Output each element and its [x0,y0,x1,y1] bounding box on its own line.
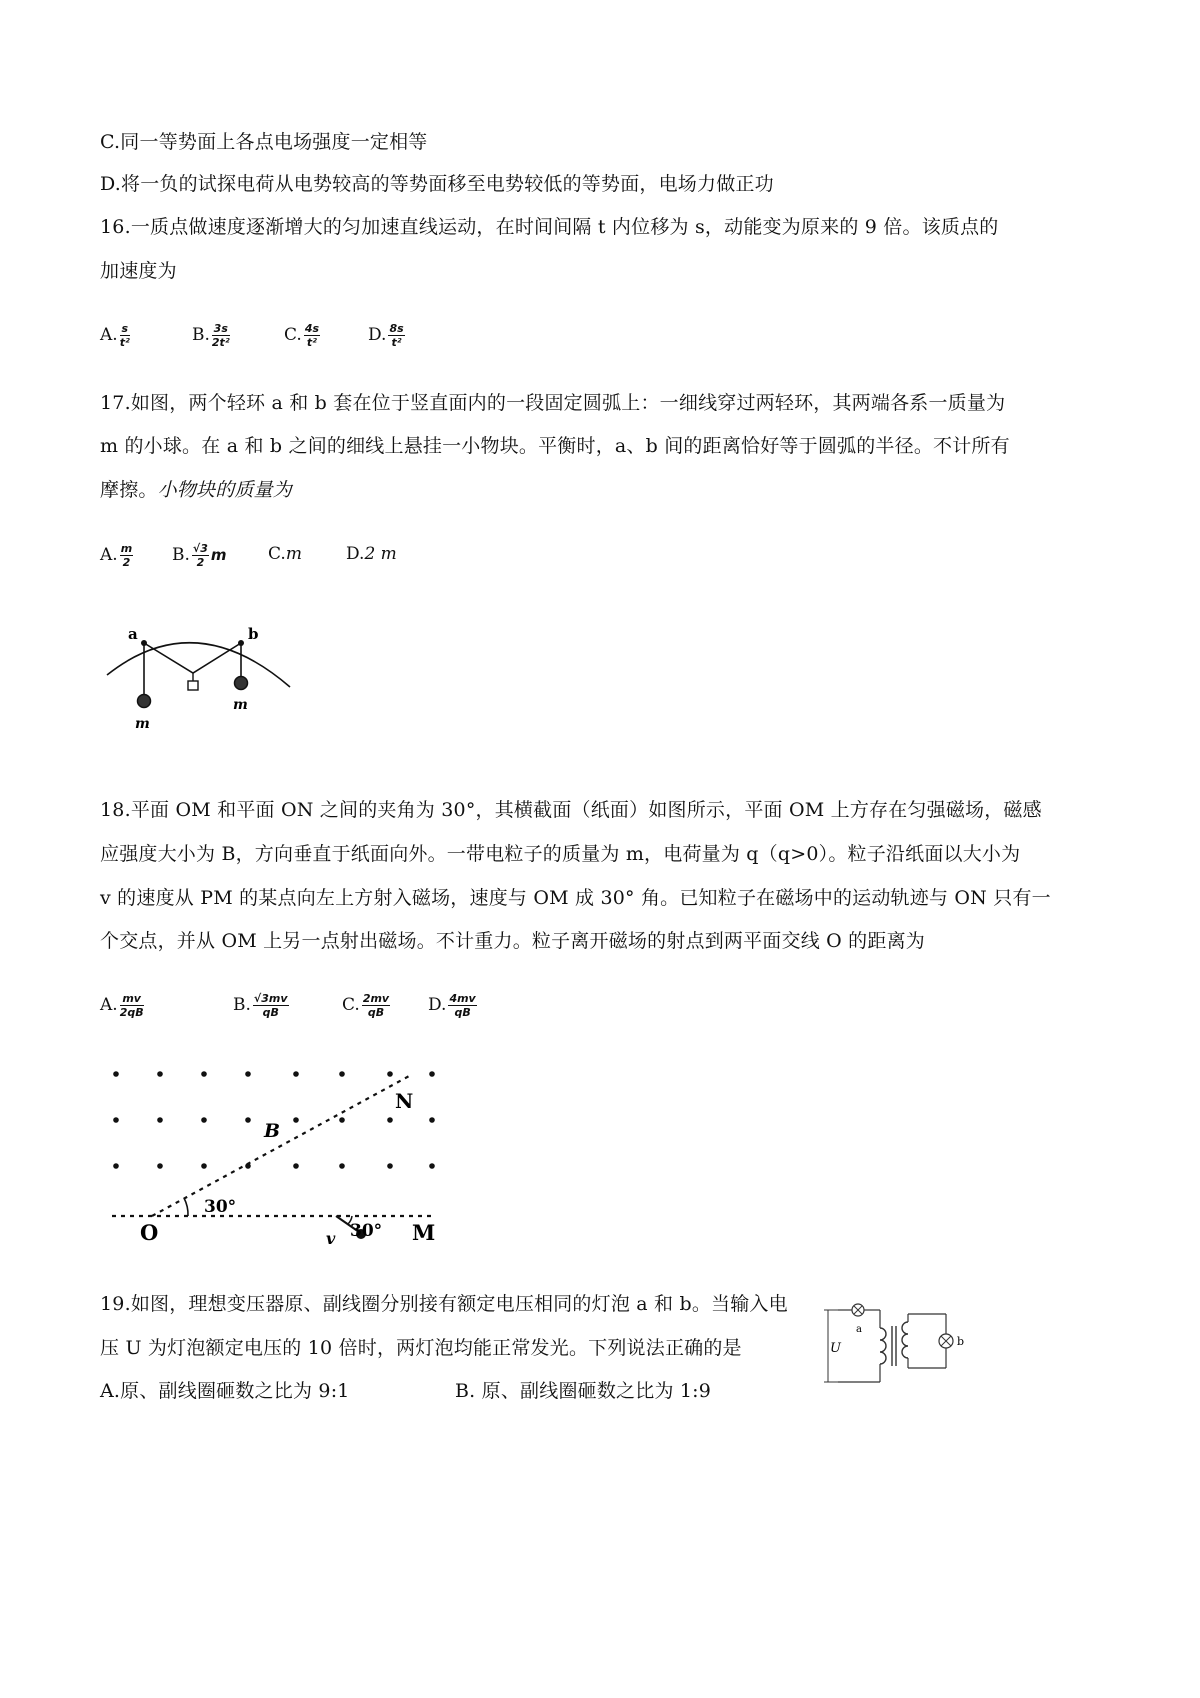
field-dot [113,1071,119,1077]
label-N: N [395,1089,414,1113]
small-block [188,681,198,690]
option-letter: A. [100,325,118,345]
fraction: $\frac{8s}{\text{t²}}$ [389,322,404,349]
label-U: U [830,1341,841,1356]
label-a: a [128,625,138,643]
q18-stem-line1: 18.平面 OM 和平面 ON 之间的夹角为 30°，其横截面（纸面）如图所示，平面 OM 上方存在匀强磁场，磁感 [100,799,1042,821]
field-dot [293,1071,299,1077]
option-letter: C. [284,325,302,345]
q18-stem-line4: 个交点，并从 OM 上另一点射出磁场。不计重力。粒子离开磁场的射点到两平面交线 O 的距离为 [100,930,925,952]
secondary-coil [902,1322,908,1358]
option-value: m [285,544,302,564]
q17-stem-line1: 17.如图，两个轻环 a 和 b 套在位于竖直面内的一段固定圆弧上：一细线穿过两轻环，其两端各系一质量为 [100,392,1006,414]
q17-stem-line2: m 的小球。在 a 和 b 之间的细线上悬挂一小物块。平衡时，a、b 间的距离恰好等于圆弧的半径。不计所有 [100,435,1010,457]
field-dot [339,1071,345,1077]
option-value: 2 m [364,544,397,564]
q16-stem-line1: 16.一质点做速度逐渐增大的匀加速直线运动，在时间间隔 t 内位移为 s，动能变为原来的 9 倍。该质点的 [100,216,999,238]
stem-text: 摩擦。 [100,479,158,501]
label-b: b [248,625,259,643]
q15-option-c: C.同一等势面上各点电场强度一定相等 [100,131,428,153]
fraction: $\frac{3s}{\text{2t²}}$ [211,322,230,349]
field-dot [293,1117,299,1123]
label-m-right: m [233,697,248,713]
fraction: $\frac{4s}{\text{t²}}$ [304,322,320,349]
q19-stem-line1: 19.如图，理想变压器原、副线圈分别接有额定电压相同的灯泡 a 和 b。当输入电 [100,1293,788,1315]
field-dot [113,1117,119,1123]
field-dot [339,1117,345,1123]
q19-option-a: A.原、副线圈砸数之比为 9:1 [100,1380,350,1402]
field-dot [429,1117,435,1123]
ball-right [235,677,248,690]
field-dot [339,1163,345,1169]
field-dot [201,1071,207,1077]
q19-option-b: B. 原、副线圈砸数之比为 1:9 [455,1380,712,1402]
field-dot [157,1071,163,1077]
option-letter: D. [428,995,447,1015]
q16-option-a [100,323,130,348]
field-dot [387,1071,393,1077]
q19-stem-line2: 压 U 为灯泡额定电压的 10 倍时，两灯泡均能正常发光。下列说法正确的是 [100,1337,742,1359]
option-letter: B. [233,995,251,1015]
option-letter: D. [346,544,365,564]
q16-option-d [368,323,405,348]
q18-stem-line2: 应强度大小为 B，方向垂直于纸面向外。一带电粒子的质量为 m，电荷量为 q（q>0）。粒子沿纸面以大小为 [100,843,1021,865]
plane-ON [152,1075,414,1216]
field-dot [245,1117,251,1123]
fraction: $\frac{s}{\text{t²}}$ [119,322,130,349]
option-suffix: m [210,546,227,564]
fraction: $\frac{2mv}{qB}$ [362,992,390,1019]
q18-option-c [342,993,390,1018]
field-dot [157,1163,163,1169]
field-dot [387,1117,393,1123]
ball-left [138,695,151,708]
field-dot [113,1163,119,1169]
q17-option-b [172,543,227,568]
option-letter: A. [100,545,118,565]
option-letter: B. [192,325,210,345]
q17-stem-line3 [100,478,292,502]
label-a: a [856,1324,862,1335]
fraction: $\frac{4mv}{qB}$ [449,992,476,1019]
label-b: b [957,1335,965,1348]
q18-magnetic-field-figure [100,1058,460,1248]
option-letter: A. [100,995,118,1015]
field-dot [293,1163,299,1169]
fraction: $\frac{m}{2}$ [120,542,133,569]
label-m-left: m [135,716,150,732]
label-O: O [140,1220,159,1245]
field-dot [387,1163,393,1169]
field-dot [429,1071,435,1077]
q18-stem-line3: v 的速度从 PM 的某点向左上方射入磁场，速度与 OM 成 30° 角。已知粒子在磁场中的运动轨迹与 ON 只有一 [100,887,1051,909]
q15-option-d: D.将一负的试探电荷从电势较高的等势面移至电势较低的等势面，电场力做正功 [100,173,774,195]
fraction: $\frac{√3}{2}$ [192,542,208,569]
q16-stem-line2: 加速度为 [100,260,177,282]
field-dot [157,1117,163,1123]
primary-coil [880,1328,886,1364]
q17-option-c [268,543,302,565]
field-dot [201,1117,207,1123]
label-v: v [326,1229,336,1248]
fraction: $\frac{mv}{2qB}$ [119,992,144,1019]
q17-option-a [100,543,133,568]
field-dot [201,1163,207,1169]
angle-arc-O [184,1198,188,1216]
angle-label-O: 30° [204,1197,237,1217]
label-B: B [264,1120,281,1142]
q16-option-c [284,323,320,348]
q18-option-d [428,993,477,1018]
field-dot [429,1163,435,1169]
option-letter: B. [172,545,190,565]
q19-transformer-figure [818,1302,978,1390]
angle-label-v: 30° [350,1221,383,1241]
q17-option-d [346,543,397,565]
fraction: $\frac{√3mv}{qB}$ [253,992,288,1019]
question-text: 小物块的质量为 [157,479,293,501]
label-M: M [412,1220,436,1245]
option-letter: C. [268,544,286,564]
q18-option-b [233,993,289,1018]
q17-arc-figure [95,615,315,740]
field-dot [245,1071,251,1077]
q18-option-a [100,993,144,1018]
option-letter: D. [368,325,387,345]
option-letter: C. [342,995,360,1015]
q16-option-b [192,323,230,348]
